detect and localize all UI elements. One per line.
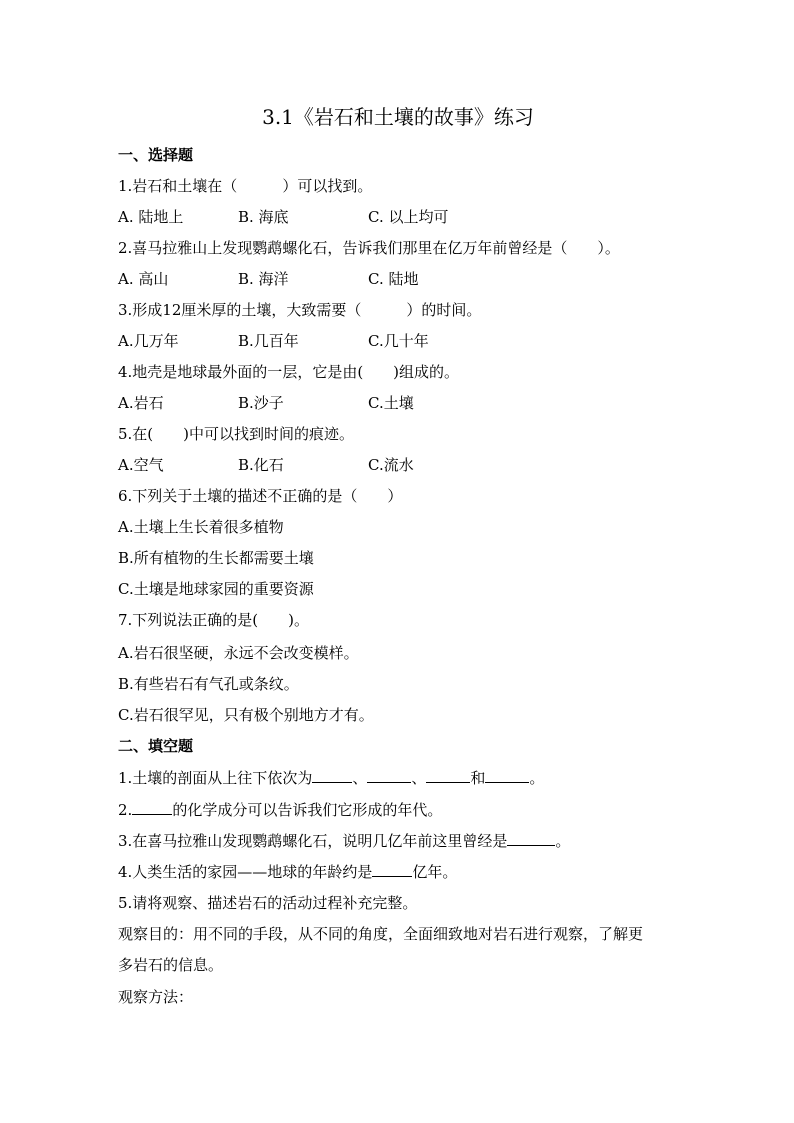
option-c: C.土壤 [368,394,414,412]
section-heading-choice: 一、选择题 [118,146,194,164]
fill-question-5: 5.请将观察、描述岩石的活动过程补充完整。 [118,894,418,912]
option-a: A.岩石 [118,394,164,412]
question-6-option-c: C.土壤是地球家园的重要资源 [118,580,314,598]
end-punctuation: 。 [529,769,545,787]
question-4-options [118,393,414,413]
fill-q3-text: 3.在喜马拉雅山发现鹦鹉螺化石，说明几亿年前这里曾经是 [118,832,508,850]
fill-q4-text: 4.人类生活的家园——地球的年龄约是 [118,863,373,881]
fill-question-3 [118,830,570,851]
option-a: A. 高山 [118,270,169,288]
fill-question-1 [118,767,544,788]
option-c: C.几十年 [368,332,429,350]
question-2-stem: 2.喜马拉雅山上发现鹦鹉螺化石，告诉我们那里在亿万年前曾经是（ ）。 [118,239,620,257]
fill-q1-text: 1.土壤的剖面从上往下依次为 [118,769,313,787]
fill-question-4 [118,861,457,882]
question-2-options [118,269,418,289]
answer-blank[interactable] [132,799,172,815]
separator: 、 [352,769,368,787]
option-a: A.几万年 [118,332,179,350]
question-7-option-c: C.岩石很罕见，只有极个别地方才有。 [118,706,374,724]
answer-blank[interactable] [312,767,352,783]
question-7-stem: 7.下列说法正确的是( )。 [118,611,310,629]
answer-blank[interactable] [426,767,470,783]
page-title: 3.1《岩石和土壤的故事》练习 [262,105,534,129]
question-1-options [118,207,448,227]
question-5-options [118,455,414,475]
option-a: A. 陆地上 [118,208,184,226]
answer-blank[interactable] [507,830,555,846]
answer-blank[interactable] [485,767,529,783]
conjunction: 和 [470,769,486,787]
option-b: B.化石 [238,456,284,474]
fill-q4-suffix: 亿年。 [412,863,458,881]
end-punctuation: 。 [555,832,571,850]
observation-purpose-line2: 多岩石的信息。 [118,956,224,974]
question-1-stem: 1.岩石和土壤在（ ）可以找到。 [118,177,373,195]
question-4-stem: 4.地壳是地球最外面的一层，它是由( )组成的。 [118,363,460,381]
fill-q2-text: 的化学成分可以告诉我们它形成的年代。 [172,801,443,819]
question-7-option-b: B.有些岩石有气孔或条纹。 [118,675,299,693]
question-3-stem: 3.形成12厘米厚的土壤，大致需要（ ）的时间。 [118,301,482,319]
option-b: B. 海洋 [238,270,289,288]
observation-purpose-line1: 观察目的：用不同的手段，从不同的角度，全面细致地对岩石进行观察，了解更 [118,925,644,943]
question-7-option-a: A.岩石很坚硬，永远不会改变模样。 [118,644,359,662]
separator: 、 [411,769,427,787]
fill-question-2 [118,799,442,820]
question-6-stem: 6.下列关于土壤的描述不正确的是（ ） [118,487,403,505]
option-b: B.沙子 [238,394,284,412]
question-6-option-b: B.所有植物的生长都需要土壤 [118,549,314,567]
section-heading-fill: 二、填空题 [118,737,194,755]
answer-blank[interactable] [372,861,412,877]
answer-blank[interactable] [367,767,411,783]
option-c: C. 以上均可 [368,208,449,226]
question-3-options [118,331,429,351]
option-b: B. 海底 [238,208,289,226]
option-c: C. 陆地 [368,270,419,288]
option-c: C.流水 [368,456,414,474]
question-5-stem: 5.在( )中可以找到时间的痕迹。 [118,425,355,443]
option-a: A.空气 [118,456,164,474]
fill-q2-number: 2. [118,801,133,819]
option-b: B.几百年 [238,332,299,350]
observation-method: 观察方法： [118,988,194,1006]
question-6-option-a: A.土壤上生长着很多植物 [118,518,284,536]
